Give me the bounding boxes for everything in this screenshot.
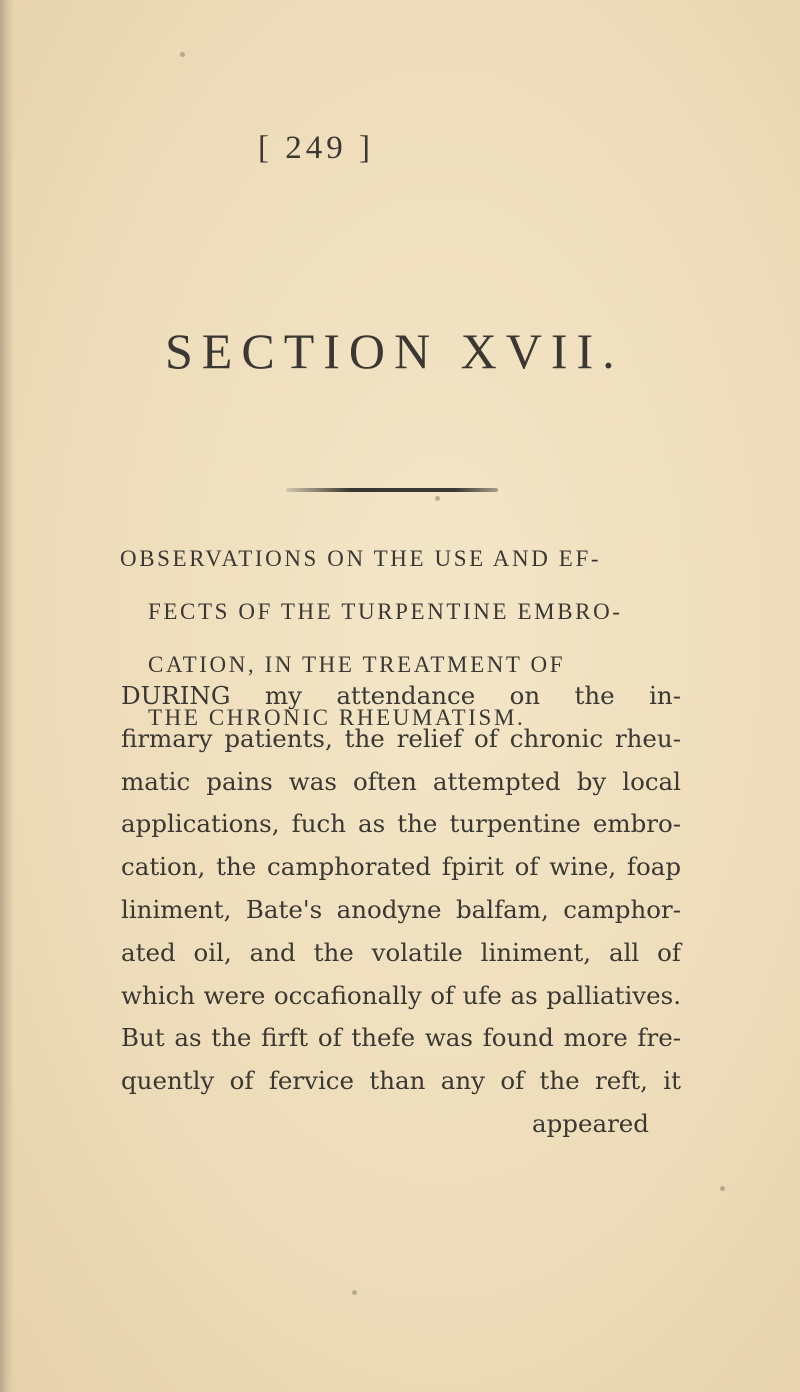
- paper-speck: [435, 496, 440, 501]
- subtitle-line: FECTS OF THE TURPENTINE EMBRO-: [148, 599, 623, 624]
- subtitle-line: CATION, IN THE TREATMENT OF: [148, 652, 566, 677]
- page-number: [ 249 ]: [258, 130, 374, 166]
- body-line: DURING my attendance on the in-: [121, 681, 681, 710]
- body-line: cation, the camphorated fpirit of wine, foap: [121, 852, 681, 882]
- body-line: applications, fuch as the turpentine embro-: [121, 809, 681, 839]
- ornamental-rule: [286, 488, 498, 492]
- body-paragraph: [121, 675, 681, 1146]
- body-line: ated oil, and the volatile liniment, all of: [121, 937, 681, 967]
- body-line: matic pains was often attempted by local: [121, 766, 681, 796]
- body-line: firmary patients, the relief of chronic rheu-: [121, 723, 681, 753]
- body-line: which were occafionally of ufe as palliatives.: [121, 980, 681, 1010]
- paper-speck: [180, 52, 185, 57]
- body-line: liniment, Bate's anodyne balfam, camphor-: [121, 894, 681, 924]
- binding-shadow: [0, 0, 14, 1392]
- subtitle-line: THE CHRONIC RHEUMATISM.: [148, 705, 526, 730]
- body-line: But as the firft of thefe was found more fre-: [121, 1023, 681, 1053]
- body-line: quently of fervice than any of the reft, it: [121, 1066, 681, 1096]
- paper-speck: [720, 1186, 725, 1191]
- subtitle-line: OBSERVATIONS ON THE USE AND EF-: [120, 546, 602, 571]
- section-heading: SECTION XVII.: [165, 323, 624, 379]
- paper-speck: [352, 1290, 357, 1295]
- catchword: appeared: [532, 1108, 649, 1138]
